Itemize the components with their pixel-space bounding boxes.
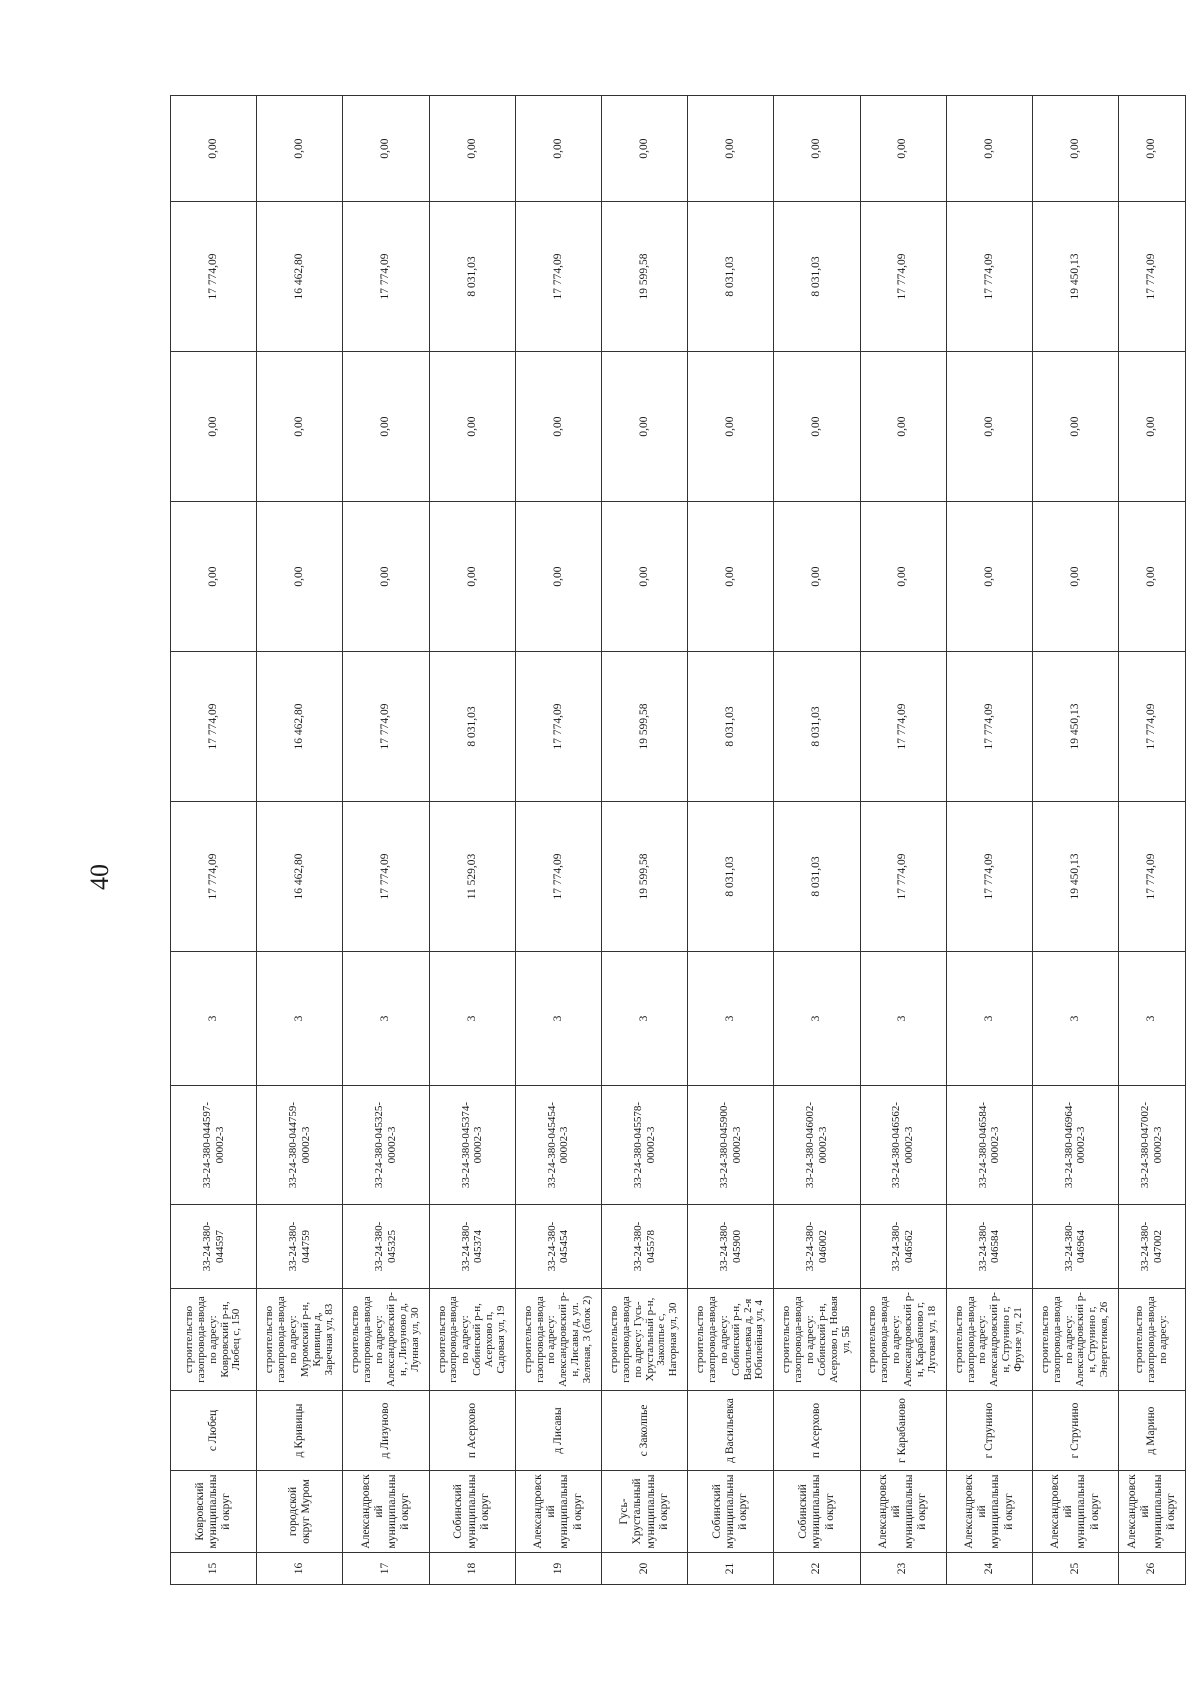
value-1-cell: 19 450,13 [1032, 802, 1118, 952]
value-4-cell: 0,00 [343, 352, 429, 502]
value-3-cell: 0,00 [429, 502, 515, 652]
value-4-cell: 0,00 [1119, 352, 1186, 502]
value-6-cell: 0,00 [171, 96, 257, 202]
district-cell: Ковровский муниципальный округ [171, 1471, 257, 1553]
value-6-cell: 0,00 [1119, 96, 1186, 202]
object-code-cell: 33-24-380-046964 [1032, 1205, 1118, 1289]
category-cell: 3 [688, 952, 774, 1086]
object-code-cell: 33-24-380-046002 [774, 1205, 860, 1289]
locality-cell: д Васильевка [688, 1391, 774, 1471]
table-row [601, 96, 687, 1585]
district-cell: Александровский муниципальный округ [1119, 1471, 1186, 1553]
row-number-cell: 23 [860, 1553, 946, 1585]
row-number-cell: 18 [429, 1553, 515, 1585]
value-4-cell: 0,00 [860, 352, 946, 502]
full-code-cell: 33-24-380-046584-00002-3 [946, 1086, 1032, 1205]
value-6-cell: 0,00 [774, 96, 860, 202]
row-number-cell: 16 [257, 1553, 343, 1585]
category-cell: 3 [429, 952, 515, 1086]
category-cell: 3 [1119, 952, 1186, 1086]
table-row [171, 96, 257, 1585]
value-3-cell: 0,00 [860, 502, 946, 652]
value-1-cell: 16 462,80 [257, 802, 343, 952]
value-1-cell: 8 031,03 [774, 802, 860, 952]
value-5-cell: 17 774,09 [860, 202, 946, 352]
value-3-cell: 0,00 [946, 502, 1032, 652]
locality-cell: с Заколпье [601, 1391, 687, 1471]
row-number-cell: 20 [601, 1553, 687, 1585]
row-number-cell: 22 [774, 1553, 860, 1585]
locality-cell: д Лизуново [343, 1391, 429, 1471]
locality-cell: п Асерхово [429, 1391, 515, 1471]
value-5-cell: 17 774,09 [946, 202, 1032, 352]
value-6-cell: 0,00 [860, 96, 946, 202]
table-row [343, 96, 429, 1585]
object-description-cell: строительство газопровода-ввода по адресу: Александровский р-н, , Лизуново д, Лунная ул, 30 [343, 1289, 429, 1391]
value-5-cell: 8 031,03 [688, 202, 774, 352]
table-row [946, 96, 1032, 1585]
value-1-cell: 19 599,58 [601, 802, 687, 952]
object-code-cell: 33-24-380-045325 [343, 1205, 429, 1289]
full-code-cell: 33-24-380-046964-00002-3 [1032, 1086, 1118, 1205]
locality-cell: д Марино [1119, 1391, 1186, 1471]
value-6-cell: 0,00 [257, 96, 343, 202]
full-code-cell: 33-24-380-045374-00002-3 [429, 1086, 515, 1205]
object-description-cell: строительство газопровода-ввода по адресу: Александровский р-н, Лисавы д, ул. Зеленая, 3 (блок 2) [515, 1289, 601, 1391]
value-2-cell: 8 031,03 [429, 652, 515, 802]
row-number-cell: 17 [343, 1553, 429, 1585]
value-6-cell: 0,00 [343, 96, 429, 202]
value-4-cell: 0,00 [688, 352, 774, 502]
object-description-cell: строительство газопровода-ввода по адресу: Александровский р-н, Карабаново г, Луговая ул, 18 [860, 1289, 946, 1391]
value-5-cell: 19 450,13 [1032, 202, 1118, 352]
value-6-cell: 0,00 [515, 96, 601, 202]
district-cell: Александровский муниципальный округ [515, 1471, 601, 1553]
locality-cell: г Карабаново [860, 1391, 946, 1471]
object-code-cell: 33-24-380-045374 [429, 1205, 515, 1289]
district-cell: Собинский муниципальный округ [688, 1471, 774, 1553]
value-2-cell: 17 774,09 [860, 652, 946, 802]
value-1-cell: 17 774,09 [860, 802, 946, 952]
object-description-cell: строительство газопровода-ввода по адресу: Александровский р-н, Струнино г, Энергетиков, 26 [1032, 1289, 1118, 1391]
value-3-cell: 0,00 [257, 502, 343, 652]
district-cell: городской округ Муром [257, 1471, 343, 1553]
value-3-cell: 0,00 [1032, 502, 1118, 652]
value-3-cell: 0,00 [774, 502, 860, 652]
category-cell: 3 [946, 952, 1032, 1086]
value-6-cell: 0,00 [946, 96, 1032, 202]
locality-cell: п Асерхово [774, 1391, 860, 1471]
full-code-cell: 33-24-380-045900-00002-3 [688, 1086, 774, 1205]
value-2-cell: 17 774,09 [515, 652, 601, 802]
object-code-cell: 33-24-380-046584 [946, 1205, 1032, 1289]
value-5-cell: 8 031,03 [429, 202, 515, 352]
value-4-cell: 0,00 [946, 352, 1032, 502]
value-1-cell: 17 774,09 [515, 802, 601, 952]
object-description-cell: строительство газопровода-ввода по адресу: Собинский р-н, Асерхово п, Садовая ул, 19 [429, 1289, 515, 1391]
category-cell: 3 [343, 952, 429, 1086]
data-table [170, 95, 1186, 1585]
page-number: 40 [85, 864, 114, 890]
object-code-cell: 33-24-380-046562 [860, 1205, 946, 1289]
category-cell: 3 [171, 952, 257, 1086]
district-cell: Александровский муниципальный округ [343, 1471, 429, 1553]
value-3-cell: 0,00 [171, 502, 257, 652]
value-4-cell: 0,00 [429, 352, 515, 502]
value-5-cell: 17 774,09 [343, 202, 429, 352]
table-frame [170, 96, 1186, 1585]
locality-cell: г Струнино [946, 1391, 1032, 1471]
value-1-cell: 11 529,03 [429, 802, 515, 952]
object-code-cell: 33-24-380-045454 [515, 1205, 601, 1289]
value-2-cell: 19 450,13 [1032, 652, 1118, 802]
value-5-cell: 19 599,58 [601, 202, 687, 352]
value-1-cell: 17 774,09 [946, 802, 1032, 952]
object-code-cell: 33-24-380-047002 [1119, 1205, 1186, 1289]
value-3-cell: 0,00 [343, 502, 429, 652]
value-1-cell: 17 774,09 [343, 802, 429, 952]
row-number-cell: 21 [688, 1553, 774, 1585]
locality-cell: с Любец [171, 1391, 257, 1471]
value-5-cell: 17 774,09 [171, 202, 257, 352]
full-code-cell: 33-24-380-044759-00002-3 [257, 1086, 343, 1205]
full-code-cell: 33-24-380-047002-00002-3 [1119, 1086, 1186, 1205]
object-code-cell: 33-24-380-044759 [257, 1205, 343, 1289]
full-code-cell: 33-24-380-046562-00002-3 [860, 1086, 946, 1205]
category-cell: 3 [860, 952, 946, 1086]
locality-cell: д Кривицы [257, 1391, 343, 1471]
district-cell: Гусь-Хрустальный муниципальный округ [601, 1471, 687, 1553]
district-cell: Александровский муниципальный округ [860, 1471, 946, 1553]
object-description-cell: строительство газопровода-ввода по адресу: Собинский р-н, Васильевка д, 2-я Юбилейная ул, 4 [688, 1289, 774, 1391]
locality-cell: д Лисавы [515, 1391, 601, 1471]
object-description-cell: строительство газопровода-ввода по адресу: Собинский р-н, Асерхово п, Новая ул, 5Б [774, 1289, 860, 1391]
full-code-cell: 33-24-380-046002-00002-3 [774, 1086, 860, 1205]
value-2-cell: 16 462,80 [257, 652, 343, 802]
row-number-cell: 15 [171, 1553, 257, 1585]
district-cell: Александровский муниципальный округ [946, 1471, 1032, 1553]
value-2-cell: 17 774,09 [1119, 652, 1186, 802]
value-3-cell: 0,00 [601, 502, 687, 652]
value-2-cell: 19 599,58 [601, 652, 687, 802]
value-2-cell: 17 774,09 [343, 652, 429, 802]
object-code-cell: 33-24-380-045900 [688, 1205, 774, 1289]
district-cell: Собинский муниципальный округ [429, 1471, 515, 1553]
category-cell: 3 [1032, 952, 1118, 1086]
value-5-cell: 17 774,09 [515, 202, 601, 352]
object-description-cell: строительство газопровода-ввода по адресу: [1119, 1289, 1186, 1391]
value-4-cell: 0,00 [171, 352, 257, 502]
object-description-cell: строительство газопровода-ввода по адресу: Муромский р-н, Кривицы д, Заречная ул, 83 [257, 1289, 343, 1391]
value-6-cell: 0,00 [429, 96, 515, 202]
value-2-cell: 17 774,09 [946, 652, 1032, 802]
table-row [515, 96, 601, 1585]
object-code-cell: 33-24-380-044597 [171, 1205, 257, 1289]
value-1-cell: 8 031,03 [688, 802, 774, 952]
row-number-cell: 24 [946, 1553, 1032, 1585]
category-cell: 3 [774, 952, 860, 1086]
table-row [688, 96, 774, 1585]
row-number-cell: 19 [515, 1553, 601, 1585]
category-cell: 3 [601, 952, 687, 1086]
object-description-cell: строительство газопровода-ввода по адресу: Ковровский р-н, Любец с, 150 [171, 1289, 257, 1391]
category-cell: 3 [257, 952, 343, 1086]
table-row [860, 96, 946, 1585]
value-6-cell: 0,00 [1032, 96, 1118, 202]
value-6-cell: 0,00 [601, 96, 687, 202]
value-4-cell: 0,00 [257, 352, 343, 502]
value-4-cell: 0,00 [774, 352, 860, 502]
category-cell: 3 [515, 952, 601, 1086]
value-4-cell: 0,00 [515, 352, 601, 502]
district-cell: Александровский муниципальный округ [1032, 1471, 1118, 1553]
table-row [429, 96, 515, 1585]
full-code-cell: 33-24-380-045454-00002-3 [515, 1086, 601, 1205]
value-6-cell: 0,00 [688, 96, 774, 202]
table-row [774, 96, 860, 1585]
table-row [1032, 96, 1118, 1585]
object-description-cell: строительство газопровода-ввода по адресу: Александровский р-н, Струнино г, Фрунзе ул, 21 [946, 1289, 1032, 1391]
value-3-cell: 0,00 [1119, 502, 1186, 652]
value-3-cell: 0,00 [515, 502, 601, 652]
value-2-cell: 17 774,09 [171, 652, 257, 802]
full-code-cell: 33-24-380-044597-00002-3 [171, 1086, 257, 1205]
value-2-cell: 8 031,03 [774, 652, 860, 802]
value-5-cell: 8 031,03 [774, 202, 860, 352]
value-5-cell: 16 462,80 [257, 202, 343, 352]
table-row [257, 96, 343, 1585]
row-number-cell: 25 [1032, 1553, 1118, 1585]
locality-cell: г Струнино [1032, 1391, 1118, 1471]
value-1-cell: 17 774,09 [171, 802, 257, 952]
value-4-cell: 0,00 [1032, 352, 1118, 502]
value-1-cell: 17 774,09 [1119, 802, 1186, 952]
district-cell: Собинский муниципальный округ [774, 1471, 860, 1553]
value-2-cell: 8 031,03 [688, 652, 774, 802]
value-4-cell: 0,00 [601, 352, 687, 502]
table-row [1119, 96, 1186, 1585]
value-3-cell: 0,00 [688, 502, 774, 652]
full-code-cell: 33-24-380-045325-00002-3 [343, 1086, 429, 1205]
object-code-cell: 33-24-380-045578 [601, 1205, 687, 1289]
value-5-cell: 17 774,09 [1119, 202, 1186, 352]
row-number-cell: 26 [1119, 1553, 1186, 1585]
object-description-cell: строительство газопровода-ввода по адресу: Гусь-Хрустальный р-н, Заколпье с, Нагорная ул, 30 [601, 1289, 687, 1391]
full-code-cell: 33-24-380-045578-00002-3 [601, 1086, 687, 1205]
